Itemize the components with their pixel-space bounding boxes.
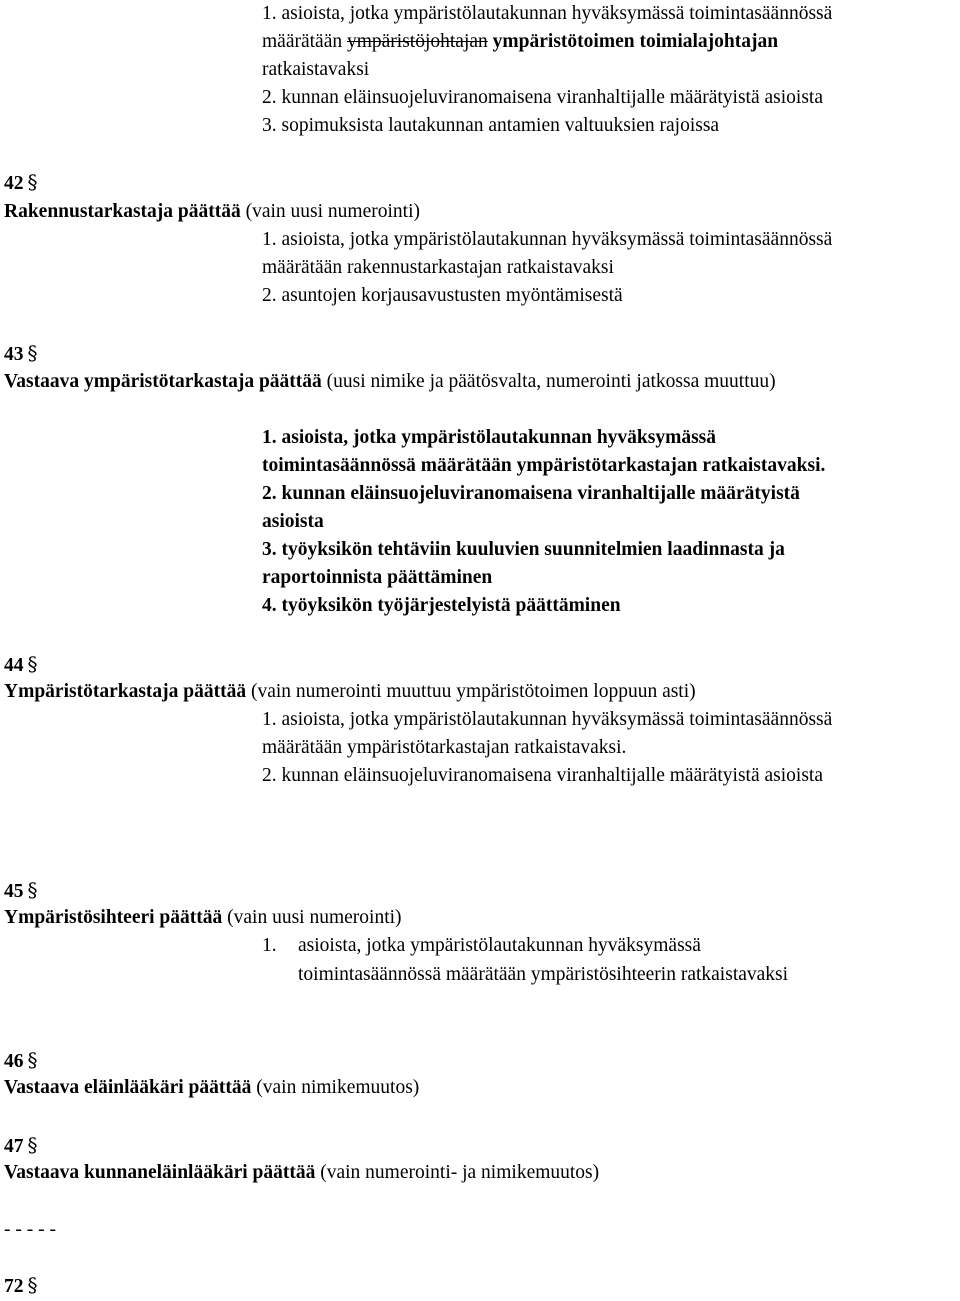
- section-note: (vain uusi numerointi): [240, 201, 420, 222]
- sec45-heading: [4, 876, 38, 906]
- sec42-item1-line2: määrätään rakennustarkastajan ratkaistavaksi: [262, 257, 614, 278]
- section-sign-icon: §: [27, 652, 38, 676]
- section-sign-icon: §: [27, 1048, 38, 1072]
- sec42-item1-line1: 1. asioista, jotka ympäristölautakunnan hyväksymässä toimintasäännössä: [262, 229, 833, 250]
- sec44-heading: [4, 650, 38, 680]
- section-note: (vain uusi numerointi): [222, 907, 402, 928]
- sec44-title-line: [4, 678, 696, 706]
- section-title: Rakennustarkastaja päättää: [4, 201, 241, 222]
- sec46-heading: [4, 1046, 38, 1076]
- sec43-heading: [4, 339, 38, 369]
- section-sign-icon: §: [27, 1133, 38, 1157]
- sec43-item2-line2: asioista: [262, 511, 324, 532]
- section-title: Vastaava eläinlääkäri päättää: [4, 1077, 252, 1098]
- omission-separator: - - - - -: [4, 1219, 56, 1240]
- section-title: Ympäristösihteeri päättää: [4, 907, 223, 928]
- sec42-item2: 2. asuntojen korjausavustusten myöntämisestä: [262, 285, 623, 306]
- sec41-item1-line2: [262, 28, 778, 56]
- sec43-item3-line1: 3. työyksikön tehtäviin kuuluvien suunnitelmien laadinnasta ja: [262, 539, 785, 560]
- sec43-item2-line1: 2. kunnan eläinsuojeluviranomaisena viranhaltijalle määrätyistä: [262, 483, 800, 504]
- section-number: 45: [4, 881, 24, 902]
- sec72-heading: [4, 1271, 38, 1301]
- section-note: (uusi nimike ja päätösvalta, numerointi jatkossa muuttuu): [321, 371, 776, 392]
- sec45-item1-number: 1.: [262, 935, 277, 956]
- sec43-item1-line2: toimintasäännössä määrätään ympäristötarkastajan ratkaistavaksi.: [262, 455, 826, 476]
- sec43-item4: 4. työyksikön työjärjestelyistä päättäminen: [262, 595, 621, 616]
- sec41-item3: 3. sopimuksista lautakunnan antamien valtuuksien rajoissa: [262, 115, 720, 136]
- section-number: 46: [4, 1051, 24, 1072]
- sec47-title-line: [4, 1159, 599, 1187]
- sec46-title-line: [4, 1074, 419, 1102]
- sec42-title-line: [4, 198, 420, 226]
- sec45-item1-line1: asioista, jotka ympäristölautakunnan hyväksymässä: [298, 935, 701, 956]
- inserted-text: ympäristötoimen toimialajohtajan: [487, 31, 779, 52]
- sec45-item1-line2: toimintasäännössä määrätään ympäristösihteerin ratkaistavaksi: [298, 964, 789, 985]
- struck-text: ympäristöjohtajan: [346, 31, 488, 52]
- section-number: 43: [4, 344, 24, 365]
- section-title: Vastaava kunnaneläinlääkäri päättää: [4, 1162, 316, 1183]
- section-number: 47: [4, 1136, 24, 1157]
- sec41-item1-line3: ratkaistavaksi: [262, 59, 370, 80]
- section-title: Vastaava ympäristötarkastaja päättää: [4, 371, 322, 392]
- sec44-item1-line1: 1. asioista, jotka ympäristölautakunnan hyväksymässä toimintasäännössä: [262, 709, 833, 730]
- section-number: 42: [4, 173, 24, 194]
- section-sign-icon: §: [27, 878, 38, 902]
- sec44-item2: 2. kunnan eläinsuojeluviranomaisena viranhaltijalle määrätyistä asioista: [262, 765, 823, 786]
- section-number: 44: [4, 655, 24, 676]
- sec43-item3-line2: raportoinnista päättäminen: [262, 567, 493, 588]
- sec41-item1-line1: 1. asioista, jotka ympäristölautakunnan hyväksymässä toimintasäännössä: [262, 3, 833, 24]
- section-title: Ympäristötarkastaja päättää: [4, 681, 247, 702]
- sec42-heading: [4, 168, 38, 198]
- sec45-title-line: [4, 904, 402, 932]
- sec47-heading: [4, 1131, 38, 1161]
- sec43-title-line: [4, 368, 776, 396]
- section-sign-icon: §: [27, 170, 38, 194]
- section-sign-icon: §: [27, 1273, 38, 1297]
- sec43-item1-line1: 1. asioista, jotka ympäristölautakunnan hyväksymässä: [262, 427, 717, 448]
- section-note: (vain nimikemuutos): [251, 1077, 420, 1098]
- sec41-item2: 2. kunnan eläinsuojeluviranomaisena viranhaltijalle määrätyistä asioista: [262, 87, 823, 108]
- section-note: (vain numerointi muuttuu ympäristötoimen loppuun asti): [246, 681, 696, 702]
- section-sign-icon: §: [27, 341, 38, 365]
- sec41-plain-text: määrätään: [262, 31, 347, 52]
- sec44-item1-line2: määrätään ympäristötarkastajan ratkaistavaksi.: [262, 737, 627, 758]
- section-note: (vain numerointi- ja nimikemuutos): [315, 1162, 600, 1183]
- section-number: 72: [4, 1276, 24, 1297]
